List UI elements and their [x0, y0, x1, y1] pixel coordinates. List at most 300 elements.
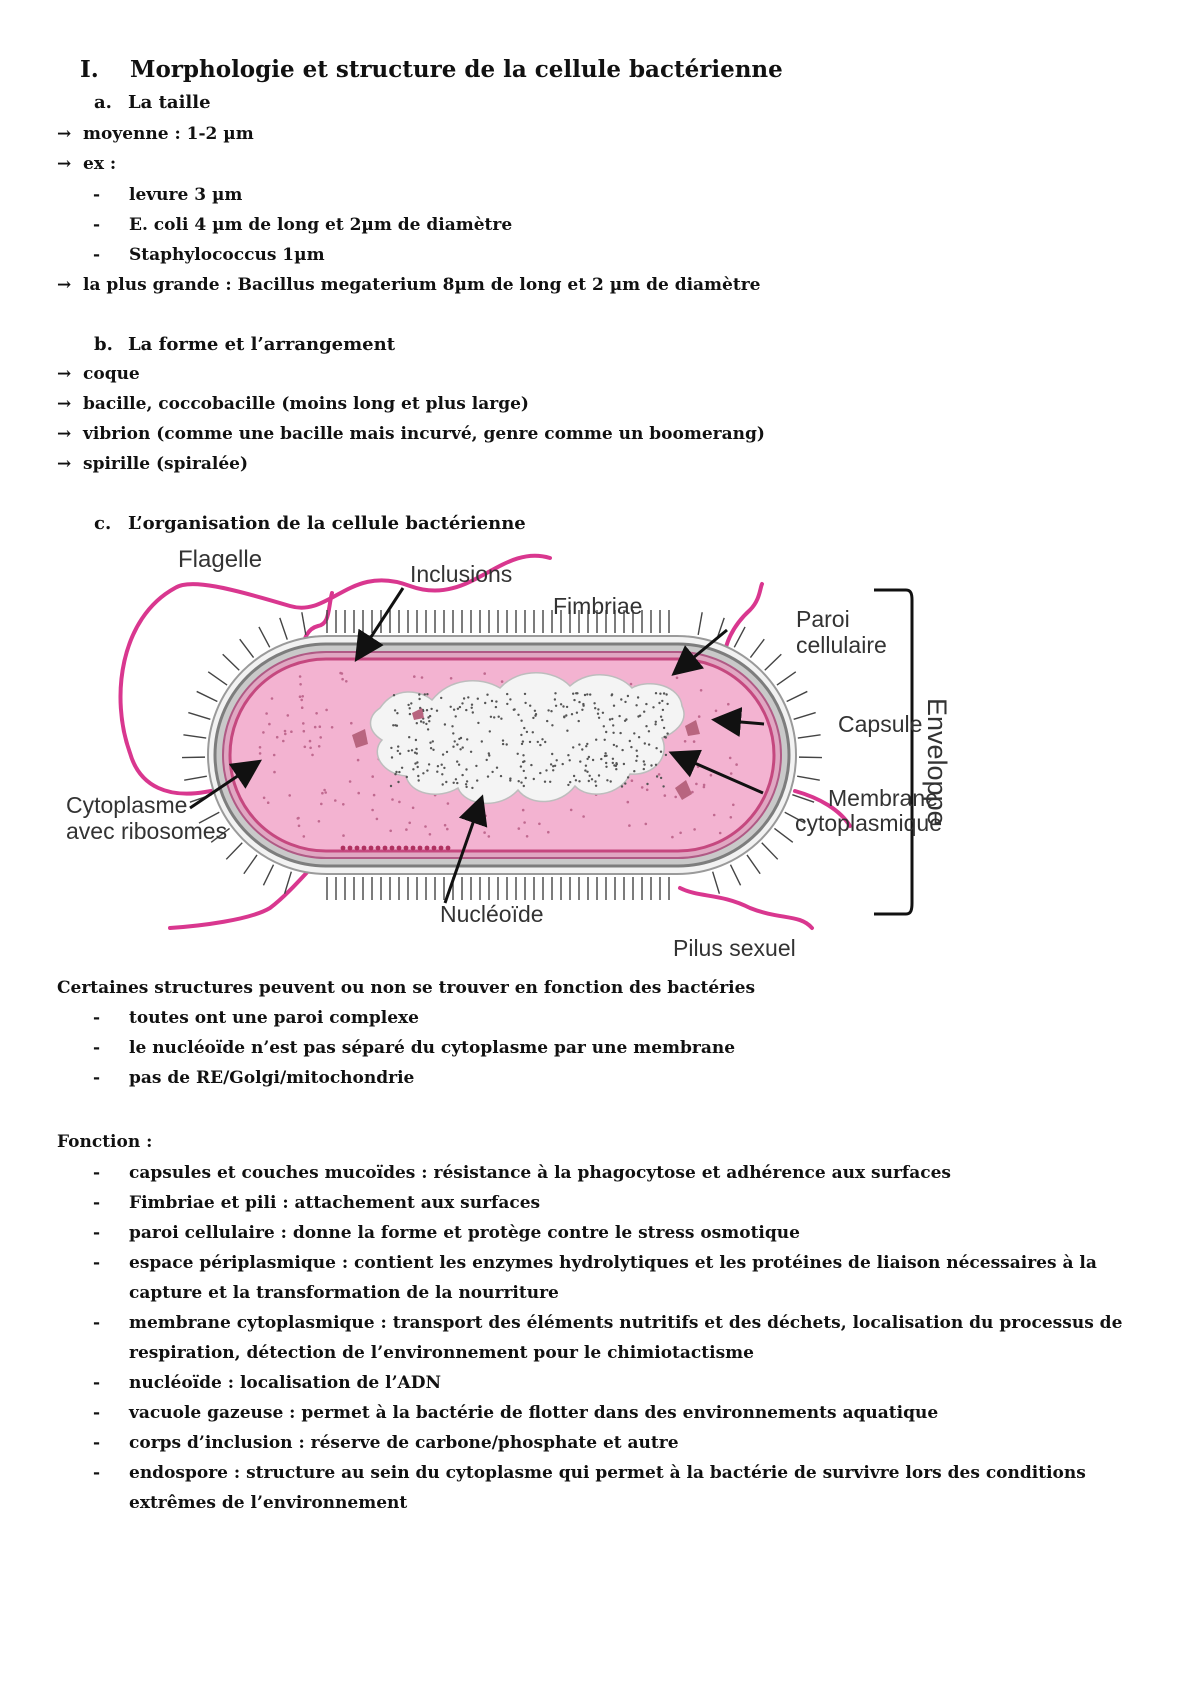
dna-dot	[575, 692, 577, 694]
dna-dot	[660, 716, 662, 718]
ribosome	[700, 689, 703, 692]
dna-dot	[453, 782, 455, 784]
dna-dot	[495, 700, 497, 702]
dna-dot	[495, 706, 497, 708]
dna-dot	[500, 718, 502, 720]
fimbria	[183, 735, 206, 738]
arrow-icon: →	[57, 154, 72, 174]
dna-dot	[665, 736, 667, 738]
dna-dot	[465, 768, 467, 770]
dna-dot	[660, 777, 662, 779]
dna-dot	[586, 771, 588, 773]
list-item	[93, 1003, 1129, 1033]
dna-dot	[546, 720, 548, 722]
bullet-dash: -	[93, 1038, 101, 1058]
ribosome	[418, 846, 423, 851]
dna-dot	[463, 697, 465, 699]
ribosome	[674, 796, 677, 799]
dna-dot	[517, 753, 519, 755]
bullet-dash: -	[93, 1223, 101, 1243]
list-item	[93, 1428, 1129, 1458]
dna-dot	[666, 703, 668, 705]
dna-dot	[415, 748, 417, 750]
dna-dot	[397, 745, 399, 747]
dna-dot	[428, 720, 430, 722]
structures-list	[93, 1003, 1129, 1093]
list-item	[93, 180, 1129, 210]
dna-dot	[496, 767, 498, 769]
fimbria	[302, 612, 306, 635]
dna-dot	[487, 775, 489, 777]
dna-dot	[582, 703, 584, 705]
ribosome	[439, 846, 444, 851]
list-item-text: membrane cytoplasmique : transport des éléments nutritifs et des déchets, localisation du processus de respiration, détection de l’environnement pour le chimiotactisme	[129, 1313, 1123, 1363]
dna-dot	[581, 748, 583, 750]
dna-dot	[458, 764, 460, 766]
dna-dot	[605, 766, 607, 768]
fimbria	[240, 639, 254, 657]
ribosome	[262, 731, 265, 734]
dna-dot	[509, 779, 511, 781]
ribosome	[259, 752, 262, 755]
fimbria	[188, 713, 210, 720]
dna-dot	[591, 778, 593, 780]
dna-dot	[615, 768, 617, 770]
arrow-icon: →	[57, 424, 72, 444]
dna-dot	[556, 759, 558, 761]
ribosome	[676, 677, 679, 680]
ribosome	[371, 775, 374, 778]
ribosome	[315, 712, 318, 715]
ribosome	[276, 736, 279, 739]
dna-dot	[572, 746, 574, 748]
fimbria	[263, 865, 273, 886]
bullet-dash: -	[93, 245, 101, 265]
ribosome	[446, 846, 451, 851]
list-item	[93, 1458, 1129, 1518]
ribosome	[730, 816, 733, 819]
dna-dot	[598, 774, 600, 776]
bullet-dash: -	[93, 1163, 101, 1183]
ribosome	[273, 754, 276, 757]
dna-dot	[554, 692, 556, 694]
fonction-title: Fonction :	[57, 1132, 153, 1152]
ribosome	[715, 710, 718, 713]
ribosome	[284, 730, 287, 733]
dna-dot	[489, 730, 491, 732]
dna-dot	[662, 709, 664, 711]
dna-dot	[665, 693, 667, 695]
dna-dot	[432, 740, 434, 742]
dna-dot	[477, 722, 479, 724]
ribosome	[390, 846, 395, 851]
dna-dot	[466, 738, 468, 740]
ribosome	[298, 825, 301, 828]
dna-dot	[458, 738, 460, 740]
ribosome	[369, 846, 374, 851]
ribosome	[538, 823, 541, 826]
dna-dot	[452, 732, 454, 734]
subsection-letter: c.	[94, 513, 112, 534]
bullet-dash: -	[93, 1463, 101, 1483]
ribosome	[501, 680, 504, 683]
ribosome	[303, 730, 306, 733]
arrow-icon: →	[57, 364, 72, 384]
dna-dot	[615, 765, 617, 767]
fimbria	[197, 691, 218, 701]
dna-dot	[609, 718, 611, 720]
size-largest-line	[57, 275, 761, 295]
dna-dot	[621, 749, 623, 751]
arrow-icon: →	[57, 454, 72, 474]
list-item-text: Staphylococcus 1µm	[129, 245, 325, 265]
ribosome	[311, 754, 314, 757]
bacterial-cell-diagram	[60, 548, 1060, 968]
dna-dot	[471, 707, 473, 709]
dna-dot	[586, 743, 588, 745]
ribosome	[259, 746, 262, 749]
ribosome	[319, 736, 322, 739]
dna-dot	[615, 762, 617, 764]
dna-dot	[629, 740, 631, 742]
structures-intro: Certaines structures peuvent ou non se trouver en fonction des bactéries	[57, 978, 756, 998]
dna-dot	[506, 693, 508, 695]
ribosome	[405, 828, 408, 831]
ribosome	[341, 672, 344, 675]
ribosome	[273, 771, 276, 774]
fimbria	[259, 627, 270, 647]
ribosome	[268, 723, 271, 726]
dna-dot	[484, 702, 486, 704]
dna-dot	[592, 759, 594, 761]
list-item	[93, 1033, 1129, 1063]
bullet-dash: -	[93, 1068, 101, 1088]
dna-dot	[597, 713, 599, 715]
fimbria	[223, 654, 240, 670]
dna-dot	[663, 727, 665, 729]
ribosome	[303, 835, 306, 838]
dna-dot	[509, 698, 511, 700]
ribosome	[479, 814, 482, 817]
fimbria	[730, 865, 740, 886]
dna-dot	[613, 705, 615, 707]
dna-dot	[567, 754, 569, 756]
shape-text: spirille (spiralée)	[83, 454, 249, 474]
fimbria	[798, 735, 821, 738]
dna-dot	[654, 723, 656, 725]
label-flagelle: Flagelle	[178, 548, 263, 573]
dna-dot	[604, 739, 606, 741]
ribosome	[488, 835, 491, 838]
dna-dot	[530, 764, 532, 766]
bullet-dash: -	[93, 1403, 101, 1423]
ribosome	[631, 779, 634, 782]
bullet-dash: -	[93, 1193, 101, 1213]
dna-dot	[534, 710, 536, 712]
shape-line	[57, 424, 765, 444]
ribosome	[727, 703, 730, 706]
dna-dot	[612, 762, 614, 764]
dna-dot	[619, 732, 621, 734]
list-item-text: capsules et couches mucoïdes : résistance à la phagocytose et adhérence aux surfaces	[129, 1163, 951, 1183]
shape-text: vibrion (comme une bacille mais incurvé, genre comme un boomerang)	[83, 424, 765, 444]
ribosome	[371, 809, 374, 812]
dna-dot	[593, 702, 595, 704]
dna-dot	[533, 778, 535, 780]
ribosome	[693, 740, 696, 743]
dna-dot	[442, 753, 444, 755]
dna-dot	[581, 709, 583, 711]
dna-dot	[476, 779, 478, 781]
dna-dot	[656, 775, 658, 777]
subsection-letter: a.	[94, 92, 112, 113]
bullet-dash: -	[93, 185, 101, 205]
dna-dot	[611, 718, 613, 720]
dna-dot	[490, 716, 492, 718]
ribosome	[376, 818, 379, 821]
dna-dot	[440, 697, 442, 699]
dna-dot	[430, 708, 432, 710]
dna-dot	[420, 720, 422, 722]
ribosome	[397, 846, 402, 851]
ribosome	[318, 820, 321, 823]
fimbria	[734, 627, 745, 647]
dna-dot	[407, 750, 409, 752]
ribosome	[735, 763, 738, 766]
label-cytoplasme-line2: avec ribosomes	[66, 818, 228, 844]
dna-dot	[532, 717, 534, 719]
dna-dot	[648, 743, 650, 745]
dna-dot	[523, 760, 525, 762]
arrow-icon: →	[57, 124, 72, 144]
dna-dot	[652, 706, 654, 708]
dna-dot	[585, 765, 587, 767]
ribosome	[570, 809, 573, 812]
dna-dot	[541, 738, 543, 740]
dna-dot	[630, 746, 632, 748]
ribosome	[321, 792, 324, 795]
ribosome	[432, 846, 437, 851]
dna-dot	[550, 710, 552, 712]
ribosome	[729, 757, 732, 760]
list-item-text: levure 3 µm	[129, 185, 243, 205]
dna-dot	[624, 701, 626, 703]
ribosome	[325, 709, 328, 712]
dna-dot	[539, 772, 541, 774]
dna-dot	[621, 785, 623, 787]
dna-dot	[453, 709, 455, 711]
dna-dot	[552, 769, 554, 771]
dna-dot	[604, 752, 606, 754]
ribosome	[684, 740, 687, 743]
dna-dot	[616, 745, 618, 747]
ribosome	[362, 846, 367, 851]
dna-dot	[594, 780, 596, 782]
ribosome	[314, 726, 317, 729]
ribosome	[299, 683, 302, 686]
ribosome	[299, 675, 302, 678]
fimbria	[762, 843, 778, 860]
dna-dot	[573, 775, 575, 777]
ribosome	[341, 846, 346, 851]
label-paroi-line1: Paroi	[796, 606, 850, 632]
ribosome	[301, 706, 304, 709]
ribosome	[645, 823, 648, 826]
dna-dot	[520, 734, 522, 736]
ribosome	[376, 846, 381, 851]
fimbria	[184, 776, 207, 780]
list-item	[93, 1368, 1129, 1398]
dna-dot	[397, 781, 399, 783]
label-pilus-sexuel: Pilus sexuel	[673, 935, 796, 961]
dna-dot	[569, 759, 571, 761]
list-item-text: paroi cellulaire : donne la forme et protège contre le stress osmotique	[129, 1223, 800, 1243]
ribosome	[483, 672, 486, 675]
subsection-c-heading	[94, 513, 526, 534]
dna-dot	[398, 771, 400, 773]
dna-dot	[578, 720, 580, 722]
dna-dot	[544, 781, 546, 783]
dna-dot	[456, 743, 458, 745]
list-item-text: pas de RE/Golgi/mitochondrie	[129, 1068, 415, 1088]
dna-dot	[397, 750, 399, 752]
dna-dot	[578, 743, 580, 745]
dna-dot	[537, 741, 539, 743]
fimbria	[208, 672, 227, 685]
shape-text: coque	[83, 364, 140, 384]
dna-dot	[426, 693, 428, 695]
dna-dot	[436, 710, 438, 712]
ribosome	[263, 797, 266, 800]
ribosome	[446, 828, 449, 831]
dna-dot	[529, 741, 531, 743]
dna-dot	[466, 780, 468, 782]
dna-dot	[645, 725, 647, 727]
dna-dot	[661, 719, 663, 721]
shape-line	[57, 454, 248, 474]
list-item-text: le nucléoïde n’est pas séparé du cytoplasme par une membrane	[129, 1038, 736, 1058]
label-fimbriae: Fimbriae	[553, 593, 643, 619]
dna-dot	[643, 768, 645, 770]
ribosome	[698, 715, 701, 718]
dna-dot	[627, 776, 629, 778]
subsection-a-heading	[94, 92, 211, 113]
ribosome	[693, 828, 696, 831]
size-example-list	[93, 180, 1129, 270]
dna-dot	[605, 762, 607, 764]
dna-dot	[547, 709, 549, 711]
dna-dot	[430, 747, 432, 749]
dna-dot	[465, 709, 467, 711]
dna-dot	[462, 746, 464, 748]
dna-dot	[465, 786, 467, 788]
ribosome	[301, 695, 304, 698]
dna-dot	[427, 728, 429, 730]
ribosome	[730, 772, 733, 775]
ribosome	[408, 822, 411, 825]
dna-dot	[418, 693, 420, 695]
dna-dot	[471, 787, 473, 789]
ribosome	[719, 832, 722, 835]
ribosome	[547, 831, 550, 834]
fimbria	[777, 672, 796, 685]
ribosome	[334, 799, 337, 802]
dna-dot	[432, 749, 434, 751]
dna-dot	[390, 785, 392, 787]
ribosome	[710, 774, 713, 777]
list-item	[93, 1188, 1129, 1218]
ribosome	[518, 827, 521, 830]
ribosome	[421, 676, 424, 679]
ribosome	[695, 783, 698, 786]
size-example-text: ex :	[83, 154, 117, 174]
subsection-title: L’organisation de la cellule bactérienne	[128, 513, 526, 534]
dna-dot	[643, 760, 645, 762]
ribosome	[450, 677, 453, 680]
ribosome	[425, 846, 430, 851]
dna-dot	[643, 763, 645, 765]
ribosome	[424, 825, 427, 828]
dna-dot	[394, 773, 396, 775]
dna-dot	[603, 725, 605, 727]
dna-dot	[625, 718, 627, 720]
section-title: Morphologie et structure de la cellule bactérienne	[130, 56, 783, 83]
shape-text: bacille, coccobacille (moins long et plus large)	[83, 394, 529, 414]
ribosome	[319, 725, 322, 728]
list-item	[93, 1248, 1129, 1308]
dna-dot	[526, 731, 528, 733]
dna-dot	[409, 707, 411, 709]
section-heading	[80, 56, 783, 83]
dna-dot	[655, 721, 657, 723]
list-item	[93, 1218, 1129, 1248]
dna-dot	[444, 723, 446, 725]
ribosome	[671, 836, 674, 839]
ribosome	[318, 745, 321, 748]
ribosome	[290, 730, 293, 733]
dna-dot	[645, 703, 647, 705]
list-item-text: toutes ont une paroi complexe	[129, 1008, 419, 1028]
dna-dot	[502, 739, 504, 741]
shape-line	[57, 364, 140, 384]
dna-dot	[523, 727, 525, 729]
dna-dot	[588, 780, 590, 782]
ribosome	[320, 803, 323, 806]
ribosome	[727, 725, 730, 728]
dna-dot	[545, 769, 547, 771]
dna-dot	[394, 709, 396, 711]
dna-dot	[594, 707, 596, 709]
dna-dot	[535, 713, 537, 715]
dna-dot	[659, 693, 661, 695]
dna-dot	[401, 767, 403, 769]
dna-dot	[554, 698, 556, 700]
dna-dot	[627, 695, 629, 697]
list-item	[93, 1063, 1129, 1093]
dna-dot	[638, 736, 640, 738]
ribosome	[413, 675, 416, 678]
dna-dot	[428, 763, 430, 765]
ribosome	[323, 789, 326, 792]
dna-dot	[663, 692, 665, 694]
ribosome	[582, 815, 585, 818]
dna-dot	[637, 696, 639, 698]
ribosome	[348, 846, 353, 851]
bullet-dash: -	[93, 1008, 101, 1028]
fimbria	[774, 828, 792, 842]
ribosome	[331, 726, 334, 729]
dna-dot	[396, 712, 398, 714]
